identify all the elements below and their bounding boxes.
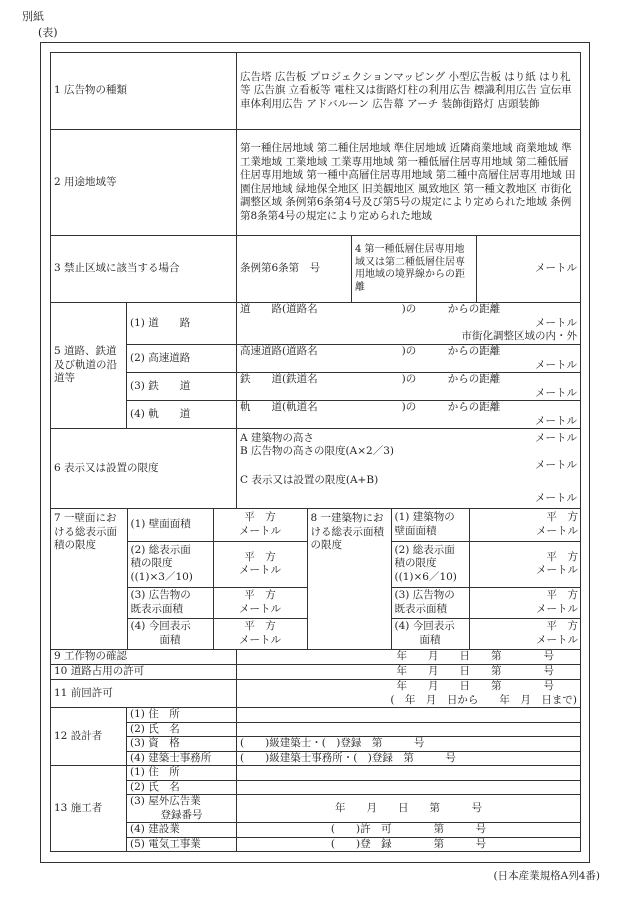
road-occupancy-date: 年 月 日 第 号 [237, 665, 581, 680]
contractor-item-5: (5) 電気工事業 [127, 837, 237, 852]
row-display-limit [51, 429, 581, 509]
row-contractor-2 [51, 780, 581, 795]
unit-sqm: 平 方 [546, 589, 578, 601]
structure-confirm-date: 年 月 日 第 号 [237, 650, 581, 665]
prohibited-label: 3 禁止区域に該当する場合 [51, 236, 237, 303]
wall-area-label: 7 一壁面における総表示面積の限度 [51, 509, 127, 649]
designer-label: 12 設計者 [51, 708, 127, 766]
unit-m: メートル [536, 524, 578, 537]
ad-height-limit-label: B 広告物の高さの限度(A×2／3) [240, 445, 394, 458]
previous-permit-date: 年 月 日 第 号 [396, 680, 555, 692]
contractor-value-3[interactable]: 年 月 日 第 号 [237, 795, 581, 823]
previous-permit-range: ( 年 月 日から 年 月 日まで) [390, 693, 578, 706]
row-roadside-2 [51, 345, 581, 373]
unit-m: メートル [536, 602, 578, 615]
row-designer-2 [51, 722, 581, 737]
wall-area-item-3b: 既表示面積 [130, 602, 183, 615]
jorei-clause: 条例第6条第 号 [237, 236, 352, 303]
building-area-label: 8 一建築物における総表示面積の限度 [307, 509, 391, 649]
wall-area-item-3: (3) 広告物の [130, 589, 191, 601]
contractor-value-1[interactable] [237, 766, 581, 781]
bessi-label: 別紙 [22, 10, 44, 23]
road-occupancy-label: 10 道路占用の許可 [51, 665, 237, 680]
row-roadside-4 [51, 401, 581, 429]
urbanization-area-note: 市街化調整区域の内・外 [461, 330, 578, 343]
structure-confirm-label: 9 工作物の確認 [51, 650, 237, 665]
row-contractor-4 [51, 823, 581, 838]
contractor-item-4: (4) 建設業 [127, 823, 237, 838]
row-roadside-1 [51, 303, 581, 345]
building-area-item-3: (3) 広告物の [394, 589, 455, 601]
total-limit-label: C 表示又は設置の限度(A+B) [240, 474, 379, 487]
display-limit-label: 6 表示又は設置の限度 [51, 429, 237, 509]
zoning-list: 第一種住居地域 第二種住居地域 準住居地域 近隣商業地域 商業地域 準工業地域 工業地域 工業専用地域 第一種低層住居専用地域 第二種低層住居専用地域 第一種中高層住居専用地域 第二種中高層住居専用地域 田園住居地域 緑地保全地区 旧美観地区 風致地区 第一種文教地区 市街化調整区域 条例第6条第4号及び第5号の規定により定められた地域 条例第8条第4号の規定により定められた地域 [237, 130, 581, 236]
building-area-item-4: (4) 今回表示 [394, 620, 455, 633]
contractor-item-1: (1) 住 所 [127, 766, 237, 781]
building-area-item-4b: 面積 [419, 633, 441, 646]
building-area-item-1: (1) 建築物の [394, 511, 455, 524]
wall-area-item-4: (4) 今回表示 [130, 620, 191, 633]
zoning-label: 2 用途地域等 [51, 130, 237, 236]
unit-sqm: 平 方 [546, 550, 578, 563]
building-area-item-2c: ((1)×6／10) [394, 570, 457, 583]
unit-sqm: 平 方 [244, 620, 276, 633]
designer-item-1: (1) 住 所 [127, 708, 237, 723]
contractor-item-2: (2) 氏 名 [127, 780, 237, 795]
roadside-label: 5 道路、鉄道及び軌道の沿道等 [51, 303, 127, 429]
row-zoning [51, 130, 581, 236]
row-previous-permit [51, 680, 581, 708]
row-contractor-1 [51, 766, 581, 781]
designer-item-3: (3) 資 格 [127, 737, 237, 752]
building-area-item-2b: 積の限度 [394, 557, 437, 570]
building-area-item-1b: 壁面面積 [394, 524, 437, 537]
road-distance-line: 道 路(道路名 )の からの距離 [240, 303, 501, 316]
unit-m: メートル [239, 602, 281, 615]
row-designer-4 [51, 751, 581, 766]
railway-distance-unit: メートル [535, 386, 578, 399]
side-label: (表) [38, 26, 58, 39]
contractor-label: 13 施工者 [51, 766, 127, 852]
wall-area-item-2c: ((1)×3／10) [130, 570, 193, 583]
roadside-item-1: (1) 道 路 [127, 303, 237, 345]
designer-item-4: (4) 建築士事務所 [127, 751, 237, 766]
building-height-unit: メートル [535, 431, 578, 444]
unit-sqm: 平 方 [546, 511, 578, 524]
row-prohibited [51, 236, 581, 303]
wall-area-item-2b: 積の限度 [130, 557, 173, 570]
ad-height-limit-unit: メートル [535, 458, 578, 471]
unit-sqm: 平 方 [244, 589, 276, 601]
contractor-item-3b: 登録番号 [160, 808, 203, 821]
tramway-distance-unit: メートル [535, 414, 578, 427]
distance-unit: メートル [535, 262, 578, 275]
expressway-distance-line: 高速道路(道路名 )の からの距離 [240, 345, 501, 357]
previous-permit-label: 11 前回許可 [51, 680, 237, 708]
expressway-distance-unit: メートル [535, 358, 578, 371]
application-form-table [50, 52, 581, 852]
unit-m: メートル [239, 524, 281, 537]
distance-boundary-label: 4 第一種低層住居専用地域又は第二種低層住居専用地域の境界線からの距離 [352, 236, 477, 302]
unit-sqm: 平 方 [244, 511, 276, 524]
jis-size-note: (日本産業規格A列4番) [493, 870, 600, 882]
row-road-occupancy [51, 665, 581, 680]
roadside-item-3: (3) 鉄 道 [127, 373, 237, 401]
contractor-value-5[interactable]: ( )登 録 第 号 [237, 837, 581, 852]
designer-item-2: (2) 氏 名 [127, 722, 237, 737]
total-limit-unit: メートル [535, 491, 578, 504]
unit-m: メートル [239, 564, 281, 576]
row-designer-3 [51, 737, 581, 752]
row-designer-1 [51, 708, 581, 723]
ad-type-label: 1 広告物の種類 [51, 53, 237, 130]
designer-value-3[interactable]: ( )級建築士・( )登録 第 号 [237, 737, 581, 752]
designer-value-1[interactable] [237, 708, 581, 723]
building-height-label: A 建築物の高さ [240, 431, 314, 444]
row-wall-area [51, 509, 581, 650]
designer-value-4[interactable]: ( )級建築士事務所・( )登録 第 号 [237, 751, 581, 766]
contractor-value-4[interactable]: ( )許 可 第 号 [237, 823, 581, 838]
row-structure-confirm [51, 650, 581, 665]
row-contractor-5 [51, 837, 581, 852]
wall-area-item-1: (1) 壁面面積 [127, 509, 213, 541]
row-contractor-3 [51, 795, 581, 823]
contractor-value-2[interactable] [237, 780, 581, 795]
unit-m: メートル [536, 633, 578, 646]
roadside-item-2: (2) 高速道路 [127, 345, 237, 373]
unit-sqm: 平 方 [244, 550, 276, 563]
wall-area-item-2: (2) 総表示面 [130, 543, 191, 556]
unit-m: メートル [239, 633, 281, 646]
row-ad-type [51, 53, 581, 130]
contractor-item-3: (3) 屋外広告業 [130, 795, 201, 807]
wall-area-item-4b: 面積 [159, 633, 181, 646]
roadside-item-4: (4) 軌 道 [127, 401, 237, 429]
designer-value-2[interactable] [237, 722, 581, 737]
ad-type-list: 広告塔 広告板 プロジェクションマッピング 小型広告板 はり紙 はり札等 広告旗 立看板等 電柱又は街路灯柱の利用広告 標識利用広告 宣伝車 車体利用広告 アドバルーン 広告幕 アーチ 装飾街路灯 店頭装飾 [237, 53, 581, 130]
railway-distance-line: 鉄 道(鉄道名 )の からの距離 [240, 373, 501, 385]
tramway-distance-line: 軌 道(軌道名 )の からの距離 [240, 401, 501, 413]
row-roadside-3 [51, 373, 581, 401]
unit-m: メートル [536, 564, 578, 576]
road-distance-unit: メートル [535, 316, 578, 329]
unit-sqm: 平 方 [546, 620, 578, 633]
building-area-item-2: (2) 総表示面 [394, 543, 455, 556]
building-area-item-3b: 既表示面積 [394, 602, 447, 615]
